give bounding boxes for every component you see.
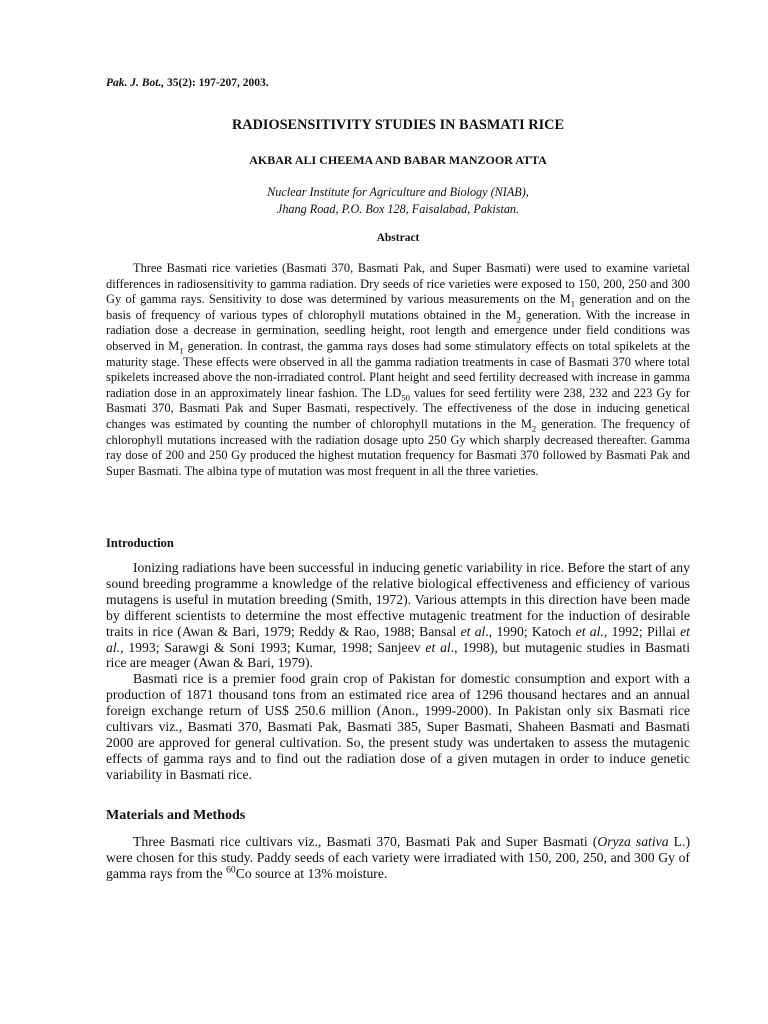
subscript: 50 [401,392,410,403]
abstract-text: generation. With the increase in radiation dose a decrease in germination, seedling height, root length and emergence under field conditions was observed in M [106,307,690,353]
et-al: et al [460,623,486,639]
intro-text: 1992; Pillai [607,623,681,639]
intro-text: Ionizing radiations have been successful in inducing genetic variability in rice. Before the start of any sound breeding programme a knowledge of the relative biological effectiveness and efficiency of various mutagens is useful in mutation breeding (Smith, 1972). Various attempts in this direction have been made by different scientists to determine the most effective mutagenic treatment for the induction of desirable traits in rice (Awan & Bari, 1979; Reddy & Rao, 1988; Bansal [106,560,690,639]
abstract-text: generation. In contrast, the gamma rays doses had some stimulatory effects on total spikelets at the maturity stage. These effects were observed in all the gamma radiation treatments in case of Basmati 370 where total spikelets increased above the non-irradiated control. Plant height and seed fertility decreased with increase in gamma radiation dose in an approximately linear fashion. The LD [106,338,690,400]
affiliation [106,184,690,218]
abstract-text: generation. The frequency of chlorophyll mutations increased with the radiation dosage upto 250 Gy which sharply decreased thereafter. Gamma ray dose of 200 and 250 Gy produced the highest mutation frequency for Basmati 370 followed by Basmati Pak and Super Basmati. The albina type of mutation was most frequent in all the three varieties. [106,416,690,478]
subscript: 2 [516,314,521,325]
methods-text: Co source at 13% moisture. [235,865,388,881]
species-name: Oryza sativa [597,834,669,849]
methods-text: Three Basmati rice cultivars viz., Basmati 370, Basmati Pak and Super Basmati ( [133,834,598,849]
superscript: 60 [226,864,236,876]
abstract-heading: Abstract [376,232,420,244]
abstract-text: generation and on the basis of frequency of various types of chlorophyll mutations obtained in the M [106,292,690,322]
subscript: 2 [531,423,537,434]
et-al: et al., [106,623,690,655]
journal-volume: 35(2): 197-207, 2003. [164,77,269,89]
intro-text: ., 1990; Katoch [485,623,576,639]
intro-text: ., 1998), but mutagenic studies in Basmati rice are meager (Awan & Bari, 1979). [106,639,690,671]
journal-citation [106,77,269,89]
et-al: et al [425,639,451,655]
introduction-body [106,560,690,783]
journal-name: Pak. J. Bot., [106,77,165,89]
affiliation-line-1: Nuclear Institute for Agriculture and Biology (NIAB), [267,185,529,199]
paper-authors: AKBAR ALI CHEEMA AND BABAR MANZOOR ATTA [249,153,547,167]
methods-heading: Materials and Methods [106,808,246,823]
abstract-text: values for seed fertility were 238, 232 and 223 Gy for Basmati 370, Basmati Pak and Super Basmati, respectively. The effectiveness of the dose in inducing genetical changes was estimated by counting the number of chlorophyll mutations in the M [106,385,690,431]
et-al: et al., [575,623,608,639]
introduction-heading: Introduction [106,536,174,550]
subscript: 1 [179,345,184,356]
abstract-text: Three Basmati rice varieties (Basmati 370, Basmati Pak, and Super Basmati) were used to examine varietal differences in radiosensitivity to gamma radiation. Dry seeds of rice varieties were exposed to 150, 200, 250 and 300 Gy of gamma rays. Sensitivity to dose was determined by various measurements on the M [106,261,690,307]
methods-text: L.) were chosen for this study. Paddy seeds of each variety were irradiated with 150, 200, 250, and 300 Gy of gamma rays from the [106,834,691,881]
subscript: 1 [570,298,576,309]
affiliation-line-2: Jhang Road, P.O. Box 128, Faisalabad, Pakistan. [276,202,520,216]
intro-text: 1993; Sarawgi & Soni 1993; Kumar, 1998; Sanjeev [123,639,426,655]
introduction-paragraph-1 [106,560,690,671]
introduction-paragraph-2: Basmati rice is a premier food grain crop of Pakistan for domestic consumption and export with a production of 1871 thousand tons from an estimated rice area of 1296 thousand hectares and an annual foreign exchange return of US$ 250.6 million (Anon., 1999-2000). In Pakistan only six Basmati rice cultivars viz., Basmati 370, Basmati Pak, Basmati 385, Super Basmati, Shaheen Basmati and Basmati 2000 are approved for general cultivation. So, the present study was undertaken to assess the mutagenic effects of gamma rays and to find out the radiation dose of a given mutagen in order to induce genetic variability in Basmati rice. [106,671,690,782]
abstract-body [106,261,690,479]
methods-body [106,834,690,882]
paper-title: RADIOSENSITIVITY STUDIES IN BASMATI RICE [231,117,565,133]
